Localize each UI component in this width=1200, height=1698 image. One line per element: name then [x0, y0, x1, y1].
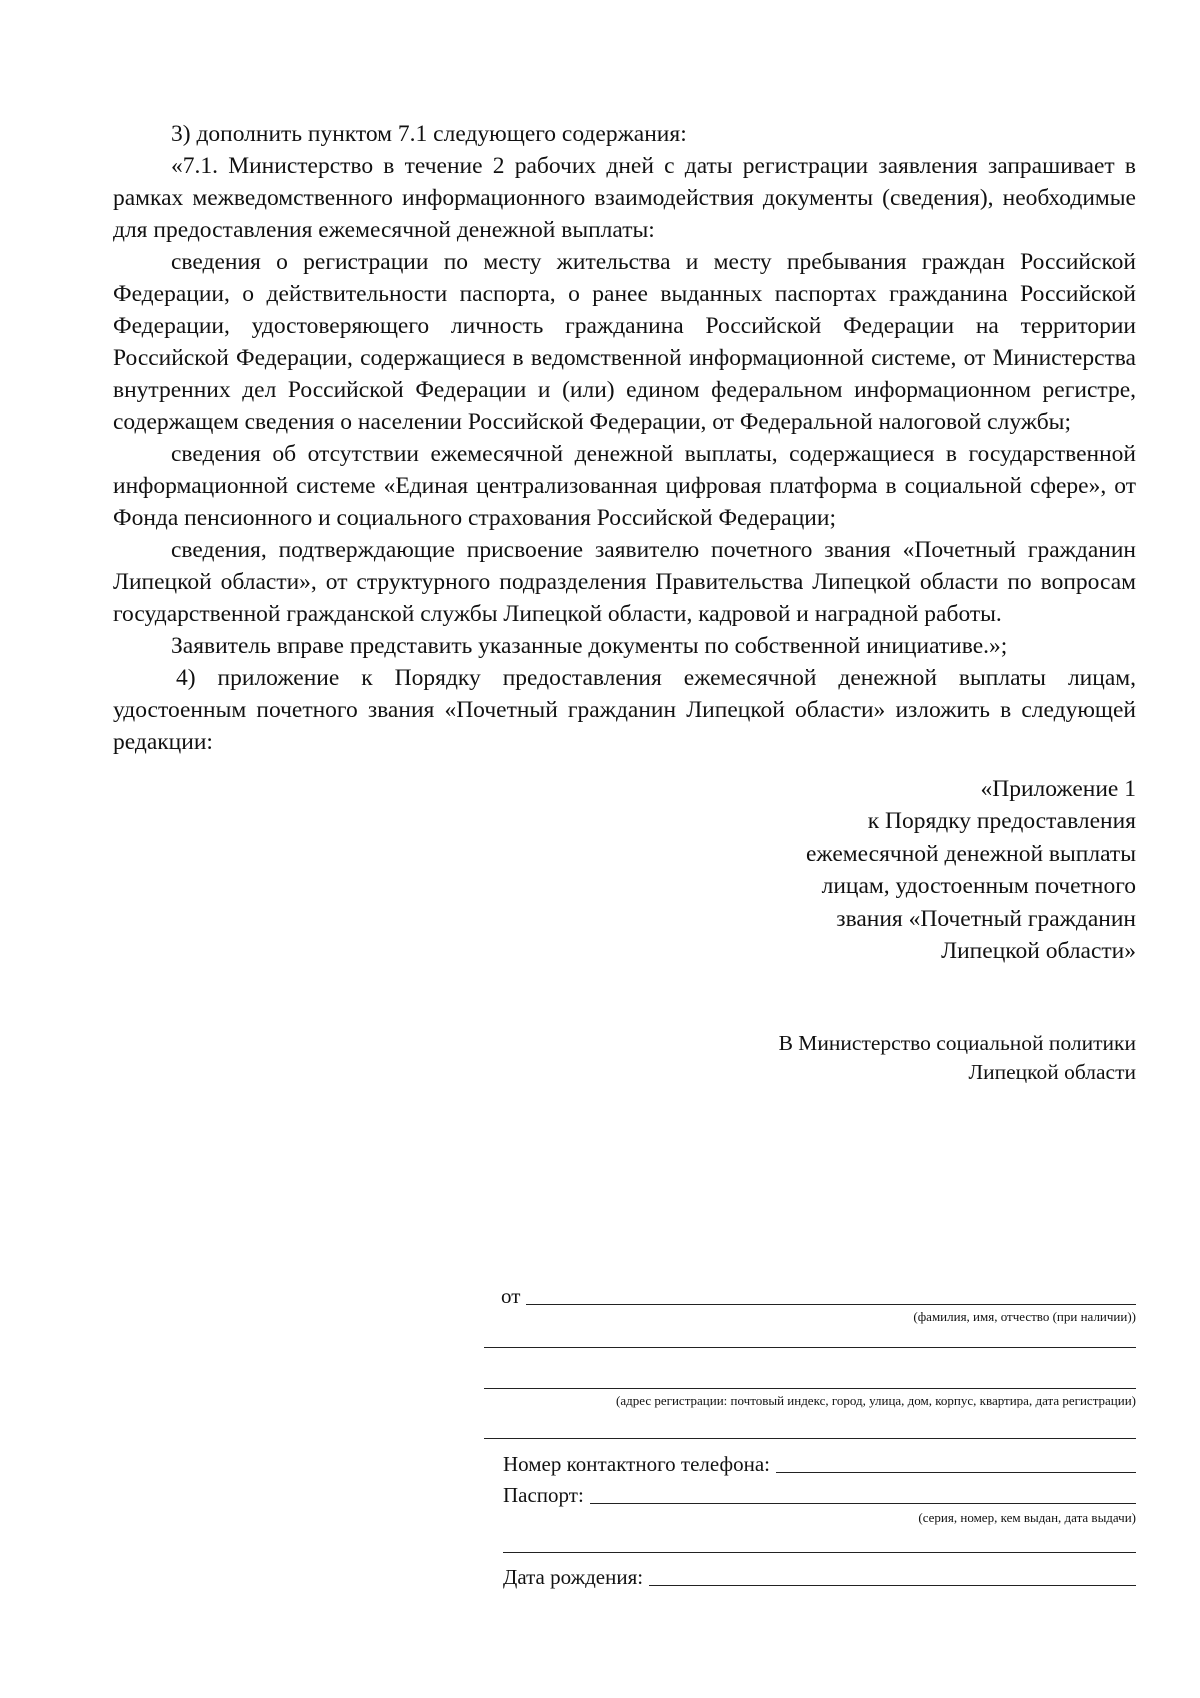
from-row [501, 1284, 1136, 1309]
addressee-line: Липецкой области [968, 1060, 1136, 1085]
appendix-line: лицам, удостоенным почетного [821, 873, 1136, 900]
paragraph-applicant-right: Заявитель вправе представить указанные документы по собственной инициативе.»; [171, 633, 1008, 659]
address-extra-line[interactable] [484, 1438, 1136, 1439]
passport-field[interactable] [590, 1502, 1136, 1504]
address-hint: (адрес регистрации: почтовый индекс, город, улица, дом, корпус, квартира, дата регистрации) [616, 1393, 1136, 1408]
paragraph-title-info: сведения, подтверждающие присвоение заявителю почетного звания «Почетный гражданин Липецкой области», от структурного подразделения Правительства Липецкой области по вопросам государственной гражданской службы Липецкой области, кадровой и наградной работы. [113, 537, 1136, 627]
appendix-header [113, 773, 1136, 967]
appendix-line: ежемесячной денежной выплаты [806, 840, 1136, 867]
passport-row [503, 1483, 1136, 1508]
fio-extra-line[interactable] [484, 1347, 1136, 1348]
fio-field[interactable] [526, 1303, 1136, 1305]
address-field[interactable] [484, 1388, 1136, 1389]
appendix-line: к Порядку предоставления [867, 808, 1136, 835]
passport-label: Паспорт: [503, 1483, 584, 1507]
phone-label: Номер контактного телефона: [503, 1452, 770, 1476]
appendix-line: Липецкой области» [941, 938, 1136, 965]
paragraph-item-3: 3) дополнить пунктом 7.1 следующего содержания: [171, 121, 687, 147]
appendix-line: «Приложение 1 [980, 776, 1136, 802]
phone-field[interactable] [776, 1471, 1136, 1473]
phone-row [503, 1452, 1136, 1477]
document-body [113, 118, 1136, 1087]
fio-hint: (фамилия, имя, отчество (при наличии)) [913, 1309, 1136, 1324]
birth-row [503, 1565, 1136, 1590]
birth-label: Дата рождения: [503, 1565, 644, 1589]
birth-field[interactable] [649, 1584, 1136, 1586]
addressee-line: В Министерство социальной политики [778, 1031, 1136, 1056]
from-label: от [501, 1284, 521, 1308]
paragraph-mvd-info: сведения о регистрации по месту жительства и месту пребывания граждан Российской Федерации, о действительности паспорта, о ранее выданных паспортах гражданина Российской Федерации, удостоверяющего личность гражданина Российской Федерации на территории Российской Федерации, содержащиеся в ведомственной информационной системе, от Министерства внутренних дел Российской Федерации и (или) едином федеральном информационном регистре, содержащем сведения о населении Российской Федерации, от Федеральной налоговой службы; [113, 249, 1136, 435]
passport-hint: (серия, номер, кем выдан, дата выдачи) [918, 1510, 1136, 1525]
passport-extra-line[interactable] [503, 1552, 1136, 1553]
paragraph-item-4: 4) приложение к Порядку предоставления ежемесячной денежной выплаты лицам, удостоенным почетного звания «Почетный гражданин Липецкой области» изложить в следующей редакции: [113, 665, 1136, 755]
paragraph-payment-info: сведения об отсутствии ежемесячной денежной выплаты, содержащиеся в государственной информационной системе «Единая централизованная цифровая платформа в социальной сфере», от Фонда пенсионного и социального страхования Российской Федерации; [113, 441, 1136, 531]
appendix-line: звания «Почетный гражданин [836, 905, 1136, 932]
paragraph-7-1-intro: «7.1. Министерство в течение 2 рабочих дней с даты регистрации заявления запрашивает в рамках межведомственного информационного взаимодействия документы (сведения), необходимые для предоставления ежемесячной денежной выплаты: [113, 153, 1136, 243]
addressee-block [113, 1029, 1136, 1087]
